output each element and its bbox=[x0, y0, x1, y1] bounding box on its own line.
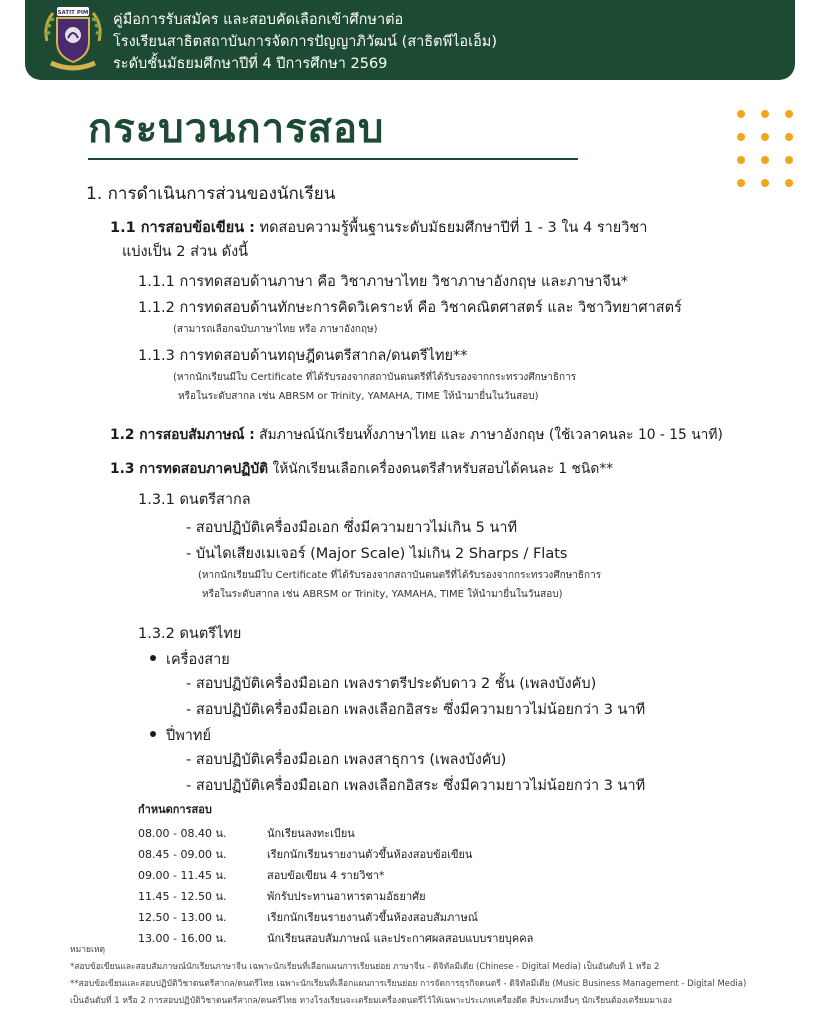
item-1-1 bbox=[110, 216, 647, 239]
note-line: เป็นอันดับที่ 1 หรือ 2 การสอบปฏิบัติวิชาดนตรีสากล/ดนตรีไทย ทางโรงเรียนจะเตรียมเครื่องดนตรีไว้ให้เฉพาะประเภทเครื่องดีด สีประเภทอื่นๆ นักเรียนต้องเตรียมมาเอง bbox=[70, 996, 672, 1006]
dot-icon bbox=[761, 179, 769, 187]
page-title: กระบวนการสอบ bbox=[88, 106, 385, 152]
title-underline bbox=[88, 158, 578, 160]
bullet-icon bbox=[150, 655, 156, 661]
schedule-activity: นักเรียนสอบสัมภาษณ์ และประกาศผลสอบแบบรายบุคคล bbox=[267, 932, 534, 945]
list-item-wind-percussion bbox=[150, 724, 211, 747]
schedule-time: 11.45 - 12.50 น. bbox=[138, 890, 227, 903]
schedule-time: 12.50 - 13.00 น. bbox=[138, 911, 227, 924]
dot-icon bbox=[737, 179, 745, 187]
note-line: **สอบข้อเขียนและสอบปฏิบัติวิชาดนตรีสากล/ดนตรีไทย เฉพาะนักเรียนที่เลือกแผนการเรียนย่อย การจัดการธุรกิจดนตรี - ดิจิทัลมีเดีย (Music Business Management - Digital Media) bbox=[70, 979, 747, 989]
wind-item-b: - สอบปฏิบัติเครื่องมือเอก เพลงเลือกอิสระ ซึ่งมีความยาวไม่น้อยกว่า 3 นาที bbox=[186, 778, 646, 794]
section-heading: 1. การดำเนินการส่วนของนักเรียน bbox=[86, 184, 336, 204]
item-1-3-1-note-2: หรือในระดับสากล เช่น ABRSM or Trinity, YAMAHA, TIME ให้นำมายื่นในวันสอบ) bbox=[202, 589, 563, 600]
schedule-time: 08.45 - 09.00 น. bbox=[138, 848, 227, 861]
item-1-3-text: ให้นักเรียนเลือกเครื่องดนตรีสำหรับสอบได้คนละ 1 ชนิด** bbox=[268, 461, 614, 477]
item-1-3-label: 1.3 การทดสอบภาคปฏิบัติ bbox=[110, 461, 269, 477]
item-1-2 bbox=[110, 424, 723, 446]
dot-icon bbox=[785, 179, 793, 187]
header-line-3: ระดับชั้นมัธยมศึกษาปีที่ 4 ปีการศึกษา 2569 bbox=[113, 56, 388, 72]
item-1-1-text2: แบ่งเป็น 2 ส่วน ดังนี้ bbox=[122, 244, 249, 260]
dot-icon bbox=[761, 156, 769, 164]
schedule-activity: เรียกนักเรียนรายงานตัวขึ้นห้องสอบสัมภาษณ์ bbox=[267, 911, 478, 924]
header-banner bbox=[25, 0, 795, 80]
decorative-dots bbox=[733, 110, 797, 186]
notes-heading: หมายเหตุ bbox=[70, 945, 105, 955]
dot-icon bbox=[785, 110, 793, 118]
item-1-1-1: 1.1.1 การทดสอบด้านภาษา คือ วิชาภาษาไทย วิชาภาษาอังกฤษ และภาษาจีน* bbox=[138, 274, 629, 290]
school-logo bbox=[41, 5, 105, 73]
schedule-activity: นักเรียนลงทะเบียน bbox=[267, 827, 355, 840]
dot-icon bbox=[737, 110, 745, 118]
note-line: *สอบข้อเขียนและสอบสัมภาษณ์นักเรียนภาษาจีน เฉพาะนักเรียนที่เลือกแผนการเรียนย่อย ภาษาจีน - ดิจิทัลมีเดีย (Chinese - Digital Media) เป็นอันดับที่ 1 หรือ 2 bbox=[70, 962, 660, 972]
schedule-activity: เรียกนักเรียนรายงานตัวขึ้นห้องสอบข้อเขียน bbox=[267, 848, 473, 861]
dot-icon bbox=[785, 133, 793, 141]
item-1-3-1-a: - สอบปฏิบัติเครื่องมือเอก ซึ่งมีความยาวไม่เกิน 5 นาที bbox=[186, 520, 518, 536]
dot-icon bbox=[737, 133, 745, 141]
item-1-2-label: 1.2 การสอบสัมภาษณ์ : bbox=[110, 427, 255, 443]
schedule-activity: สอบข้อเขียน 4 รายวิชา* bbox=[267, 869, 385, 882]
dot-icon bbox=[785, 156, 793, 164]
item-1-1-2-note: (สามารถเลือกฉบับภาษาไทย หรือ ภาษาอังกฤษ) bbox=[173, 324, 378, 335]
dot-icon bbox=[737, 156, 745, 164]
schedule-activity: พักรับประทานอาหารตามอัธยาศัย bbox=[267, 890, 426, 903]
wind-item-a: - สอบปฏิบัติเครื่องมือเอก เพลงสาธุการ (เพลงบังคับ) bbox=[186, 752, 507, 768]
list-item-string-instruments bbox=[150, 648, 230, 671]
schedule-time: 08.00 - 08.40 น. bbox=[138, 827, 227, 840]
schedule-time: 13.00 - 16.00 น. bbox=[138, 932, 227, 945]
wind-percussion-label: ปี่พาทย์ bbox=[166, 728, 211, 744]
item-1-1-2: 1.1.2 การทดสอบด้านทักษะการคิดวิเคราะห์ คือ วิชาคณิตศาสตร์ และ วิชาวิทยาศาสตร์ bbox=[138, 300, 682, 316]
item-1-1-3-note-2: หรือในระดับสากล เช่น ABRSM or Trinity, YAMAHA, TIME ให้นำมายื่นในวันสอบ) bbox=[178, 391, 539, 402]
item-1-3-1-b: - บันไดเสียงเมเจอร์ (Major Scale) ไม่เกิน 2 Sharps / Flats bbox=[186, 546, 568, 562]
string-instruments-label: เครื่องสาย bbox=[166, 652, 230, 668]
item-1-2-text: สัมภาษณ์นักเรียนทั้งภาษาไทย และ ภาษาอังกฤษ (ใช้เวลาคนละ 10 - 15 นาที) bbox=[254, 427, 723, 443]
item-1-1-label: 1.1 การสอบข้อเขียน : bbox=[110, 220, 255, 236]
item-1-1-3-note-1: (หากนักเรียนมีใบ Certificate ที่ได้รับรองจากสถาบันดนตรีที่ได้รับรองจากกระทรวงศึกษาธิการ bbox=[173, 372, 577, 383]
string-item-a: - สอบปฏิบัติเครื่องมือเอก เพลงราตรีประดับดาว 2 ชั้น (เพลงบังคับ) bbox=[186, 676, 597, 692]
item-1-3 bbox=[110, 458, 613, 480]
schedule-heading: กำหนดการสอบ bbox=[138, 803, 212, 816]
item-1-3-1-note-1: (หากนักเรียนมีใบ Certificate ที่ได้รับรองจากสถาบันดนตรีที่ได้รับรองจากกระทรวงศึกษาธิการ bbox=[198, 570, 602, 581]
header-line-2: โรงเรียนสาธิตสถาบันการจัดการปัญญาภิวัฒน์ (สาธิตพีไอเอ็ม) bbox=[113, 34, 498, 50]
item-1-3-2: 1.3.2 ดนตรีไทย bbox=[138, 626, 242, 642]
bullet-icon bbox=[150, 731, 156, 737]
schedule-time: 09.00 - 11.45 น. bbox=[138, 869, 227, 882]
item-1-1-text: ทดสอบความรู้พื้นฐานระดับมัธยมศึกษาปีที่ 1 - 3 ใน 4 รายวิชา bbox=[254, 220, 648, 236]
dot-icon bbox=[761, 110, 769, 118]
dot-icon bbox=[761, 133, 769, 141]
header-line-1: คู่มือการรับสมัคร และสอบคัดเลือกเข้าศึกษาต่อ bbox=[113, 12, 404, 28]
item-1-1-3: 1.1.3 การทดสอบด้านทฤษฎีดนตรีสากล/ดนตรีไทย** bbox=[138, 348, 468, 364]
item-1-3-1: 1.3.1 ดนตรีสากล bbox=[138, 492, 251, 508]
svg-text:SATIT PIM: SATIT PIM bbox=[57, 10, 89, 16]
string-item-b: - สอบปฏิบัติเครื่องมือเอก เพลงเลือกอิสระ ซึ่งมีความยาวไม่น้อยกว่า 3 นาที bbox=[186, 702, 646, 718]
